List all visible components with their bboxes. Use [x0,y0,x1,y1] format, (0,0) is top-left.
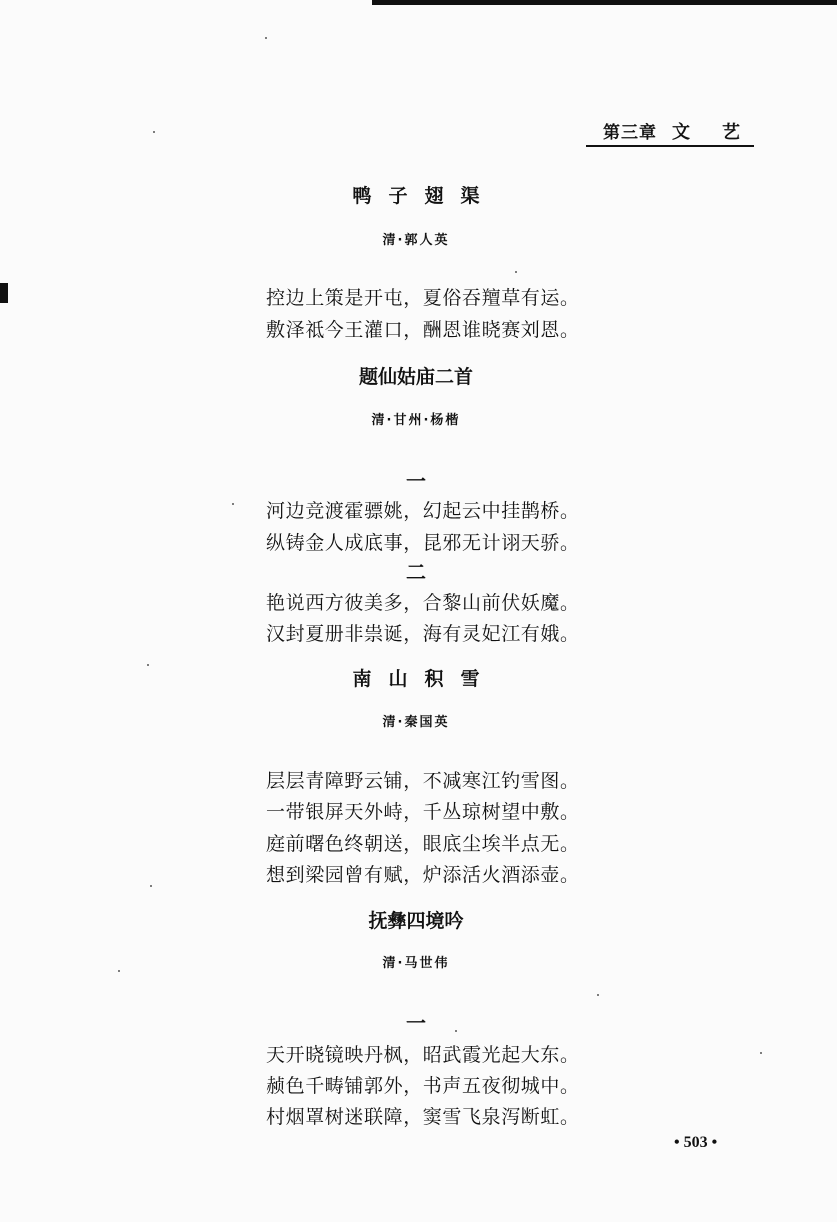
poem-title: 南山积雪 [352,668,497,690]
poem-title: 鸭子翅渠 [352,185,497,207]
top-edge-rule [372,0,837,5]
binding-mark [0,283,8,303]
poem-author: 清·郭人英 [382,233,450,248]
verse-line: 想到梁园曾有赋，炉添活火酒添壶。 [266,864,580,886]
verse-line: 一带银屏天外峙，千丛琼树望中敷。 [266,801,580,823]
chapter-label: 第三章 [603,123,657,143]
running-head [586,118,772,147]
verse-line: 天开晓镜映丹枫，昭武霞光起大东。 [266,1044,580,1066]
verse-line: 纵铸金人成底事，昆邪无计诩天骄。 [266,532,580,554]
verse-line: 层层青障野云铺，不减寒江钓雪图。 [266,770,580,792]
scan-speck [232,503,234,505]
part-number: 二 [406,560,426,584]
poem-author: 清·秦国英 [382,715,450,730]
verse-line: 村烟罩树迷联障，窦雪飞泉泻断虹。 [266,1106,580,1128]
scan-speck [147,664,149,666]
section-label: 文艺 [672,122,772,143]
poem-title: 题仙姑庙二首 [358,366,473,388]
poem-title: 抚彝四境吟 [368,910,464,932]
verse-line: 河边竞渡霍骠姚，幻起云中挂鹊桥。 [266,500,580,522]
verse-line: 庭前曙色终朝送，眼底尘埃半点无。 [266,833,580,855]
verse-line: 汉封夏册非祟诞，海有灵妃江有娥。 [266,623,580,645]
poem-author: 清·马世伟 [382,956,450,971]
scan-speck [118,970,120,972]
scan-speck [150,885,152,887]
scan-speck [153,131,155,133]
scan-speck [760,1052,762,1054]
page-number: • 503 • [674,1134,718,1151]
scan-speck [515,271,517,273]
verse-line: 赪色千畴铺郭外，书声五夜彻城中。 [266,1075,580,1097]
scan-speck [265,37,267,39]
verse-line: 艳说西方彼美多，合黎山前伏妖魔。 [266,592,580,614]
scan-speck [455,1030,457,1032]
poem-author: 清·甘州·杨楷 [371,413,461,428]
part-number: 一 [406,469,426,493]
verse-line: 敷泽祗今王灌口，酬恩谁晓赛刘恩。 [266,319,580,341]
scan-speck [597,994,599,996]
part-number: 一 [406,1011,426,1035]
verse-line: 控边上策是开屯，夏俗吞羶草有运。 [266,287,580,309]
